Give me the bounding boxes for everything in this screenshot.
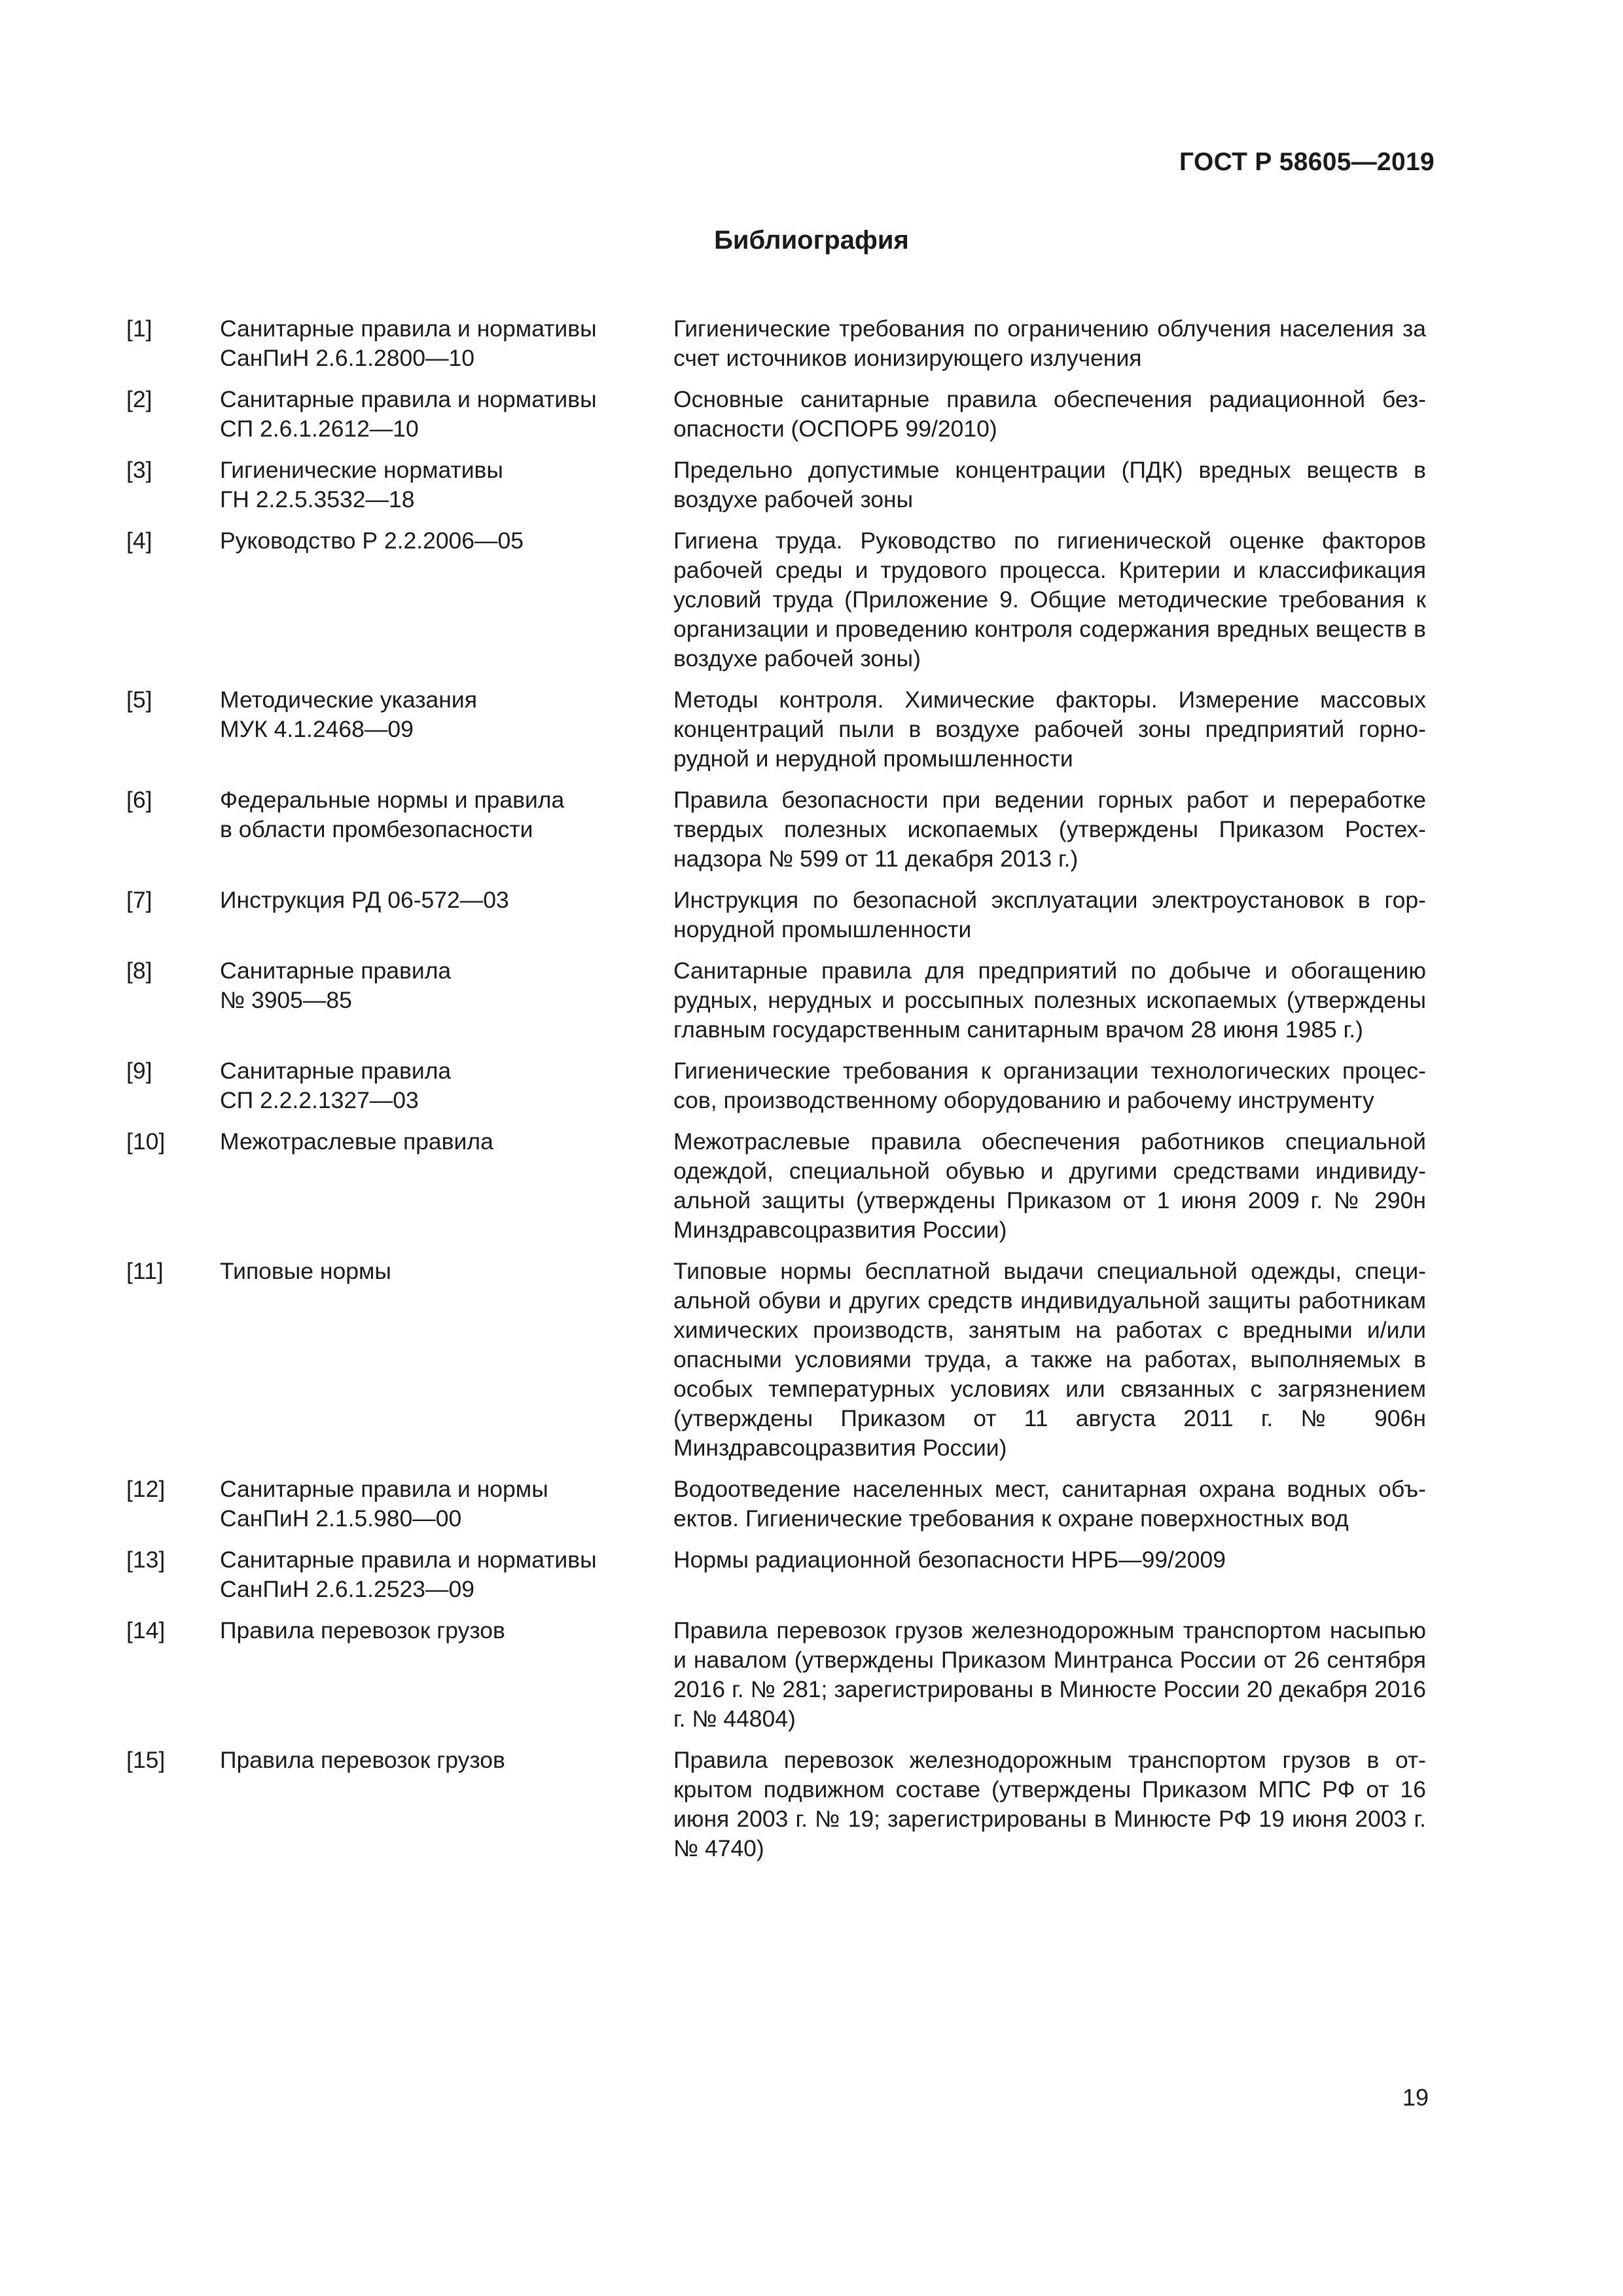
entry-source: Типовые нормы — [220, 1258, 391, 1284]
entry-number: [3] — [126, 457, 152, 483]
entry-description: Методы контроля. Химические факторы. Измерение массовых концентраций пыли в воздухе рабочей зоны предприятий горнорудной и нерудной промышленности — [673, 687, 1426, 772]
entry-number: [2] — [126, 386, 152, 412]
entry-source: Санитарные правила СП 2.2.2.1327—03 — [220, 1058, 452, 1113]
entry-source: Санитарные правила и нормы СанПиН 2.1.5.980—00 — [220, 1476, 548, 1532]
entry-source: Санитарные правила и нормативы СП 2.6.1.2612—10 — [220, 386, 597, 442]
entry-number: [14] — [126, 1617, 166, 1643]
bibliography-title: Библиография — [714, 226, 909, 255]
bibliography-entry — [126, 685, 1426, 774]
entry-number: [13] — [126, 1547, 166, 1573]
entry-description: Правила перевозок железнодорожным транспортом грузов в открытом подвижном составе (утверждены Приказом МПС РФ от 16 июня 2003 г. № 19; зарегистрированы в Минюсте РФ 19 июня 2003 г. № 4740) — [673, 1747, 1426, 1861]
entry-number: [15] — [126, 1747, 166, 1773]
entry-source: Межотраслевые правила — [220, 1128, 493, 1155]
entry-description: Инструкция по безопасной эксплуатации электроустановок в горнорудной промышленности — [673, 887, 1426, 942]
entry-source: Правила перевозок грузов — [220, 1617, 505, 1643]
bibliography-entry — [126, 1475, 1426, 1534]
bibliography-entry — [126, 1127, 1426, 1245]
entry-source: Санитарные правила № 3905—85 — [220, 958, 452, 1013]
entry-source: Инструкция РД 06-572—03 — [220, 887, 509, 913]
entry-source: Санитарные правила и нормативы СанПиН 2.6.1.2800—10 — [220, 315, 597, 371]
entry-description: Гигиенические требования по ограничению облучения населения за счет источников ионизирующего излучения — [673, 315, 1426, 371]
entry-source: Федеральные нормы и правила в области промбезопасности — [220, 787, 565, 842]
entry-number: [10] — [126, 1128, 166, 1155]
bibliography-entry — [126, 385, 1426, 444]
entry-number: [5] — [126, 687, 152, 713]
bibliography-entry — [126, 1257, 1426, 1463]
entry-description: Гигиенические требования к организации технологических процессов, производственному оборудованию и рабочему инструменту — [673, 1058, 1426, 1113]
entry-description: Межотраслевые правила обеспечения работников специальной одеждой, специальной обувью и другими средствами индивидуальной защиты (утверждены Приказом от 1 июня 2009 г. № 290н Минздравсоцразвития России) — [673, 1128, 1426, 1243]
bibliography-entry — [126, 314, 1426, 373]
entry-number: [12] — [126, 1476, 166, 1502]
entry-number: [4] — [126, 528, 152, 554]
bibliography-entry — [126, 886, 1426, 944]
bibliography-entry — [126, 526, 1426, 673]
entry-description: Санитарные правила для предприятий по добыче и обогащению рудных, нерудных и россыпных полезных ископаемых (утверждены главным государственным санитарным врачом 28 июня 1985 г.) — [673, 958, 1426, 1043]
entry-description: Водоотведение населенных мест, санитарная охрана водных объектов. Гигиенические требования к охране поверхностных вод — [673, 1476, 1426, 1532]
entry-description: Предельно допустимые концентрации (ПДК) вредных веществ в воздухе рабочей зоны — [673, 457, 1426, 512]
bibliography-entry — [126, 456, 1426, 514]
entry-source: Санитарные правила и нормативы СанПиН 2.6.1.2523—09 — [220, 1547, 597, 1602]
entry-number: [7] — [126, 887, 152, 913]
bibliography-entry — [126, 1056, 1426, 1115]
entry-number: [6] — [126, 787, 152, 813]
document-code: ГОСТ Р 58605—2019 — [1179, 148, 1435, 176]
page-number: 19 — [1402, 2084, 1429, 2111]
entry-description: Основные санитарные правила обеспечения радиационной безопасности (ОСПОРБ 99/2010) — [673, 386, 1426, 442]
bibliography-entry — [126, 1746, 1426, 1863]
bibliography-entry — [126, 956, 1426, 1045]
bibliography-entry — [126, 1616, 1426, 1734]
bibliography-list — [126, 314, 1426, 1875]
entry-source: Правила перевозок грузов — [220, 1747, 505, 1773]
entry-description: Правила перевозок грузов железнодорожным транспортом насыпью и навалом (утверждены Приказом Минтранса России от 26 сентября 2016 г. № 281; зарегистрированы в Минюсте России 20 декабря 2016 г. № 44804) — [673, 1617, 1426, 1732]
entry-number: [8] — [126, 958, 152, 984]
entry-description: Нормы радиационной безопасности НРБ—99/2009 — [673, 1547, 1226, 1573]
entry-description: Правила безопасности при ведении горных работ и переработке твердых полезных ископаемых (утверждены Приказом Ростехнадзора № 599 от 11 декабря 2013 г.) — [673, 787, 1426, 872]
entry-source: Гигиенические нормативы ГН 2.2.5.3532—18 — [220, 457, 503, 512]
entry-description: Гигиена труда. Руководство по гигиенической оценке факторов рабочей среды и трудового процесса. Критерии и классификация условий труда (Приложение 9. Общие методические требования к организации и проведению контроля содержания вредных веществ в воздухе рабочей зоны) — [673, 528, 1426, 672]
entry-number: [11] — [126, 1258, 164, 1284]
bibliography-entry — [126, 1545, 1426, 1604]
entry-source: Методические указания МУК 4.1.2468—09 — [220, 687, 477, 742]
entry-description: Типовые нормы бесплатной выдачи специальной одежды, специальной обуви и других средств индивидуальной защиты работникам химических производств, занятым на работах с вредными и/или опасными условиями труда, а также на работах, выполняемых в особых температурных условиях или связанных с загрязнением (утверждены Приказом от 11 августа 2011 г. № 906н Минздравсоцразвития России) — [673, 1258, 1426, 1461]
entry-source: Руководство Р 2.2.2006—05 — [220, 528, 524, 554]
entry-number: [1] — [126, 315, 152, 342]
entry-number: [9] — [126, 1058, 152, 1084]
bibliography-entry — [126, 785, 1426, 874]
